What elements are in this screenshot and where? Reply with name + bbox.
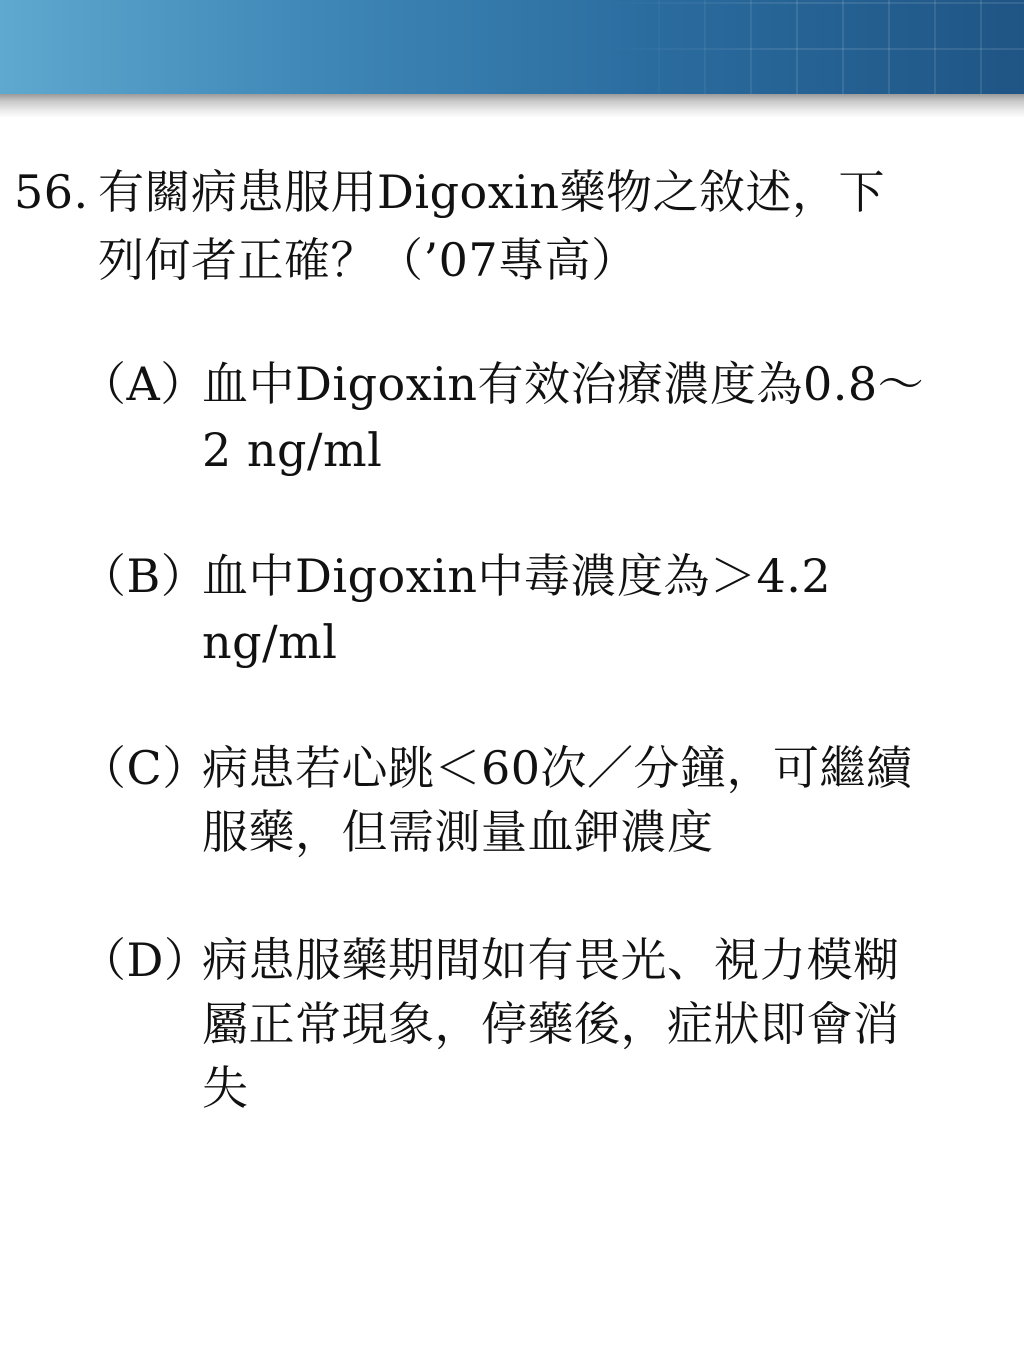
option-label: （D） <box>80 933 211 987</box>
option-text-line-2: 2 ng/ml <box>202 423 383 477</box>
option-label: （B） <box>80 549 208 603</box>
question-number: 56. <box>14 165 89 219</box>
option-label: （A） <box>80 357 207 411</box>
question-text-line-2: 列何者正確？（’07專高） <box>98 233 638 287</box>
option-text-line-2: 屬正常現象，停藥後，症狀即會消 <box>202 997 900 1051</box>
option-text-line-1: 病患若心跳＜60次／分鐘，可繼續 <box>202 741 913 795</box>
question-text-line-1: 有關病患服用Digoxin藥物之敘述，下 <box>98 165 886 219</box>
option-text-line-1: 血中Digoxin有效治療濃度為0.8～ <box>202 357 925 411</box>
option-text-line-3: 失 <box>202 1061 249 1115</box>
option-text-line-1: 血中Digoxin中毒濃度為＞4.2 <box>202 549 832 603</box>
option-text-line-2: ng/ml <box>202 615 338 669</box>
option-label: （C） <box>80 741 209 795</box>
option-text-line-1: 病患服藥期間如有畏光、視力模糊 <box>202 933 900 987</box>
option-text-line-2: 服藥，但需測量血鉀濃度 <box>202 805 714 859</box>
